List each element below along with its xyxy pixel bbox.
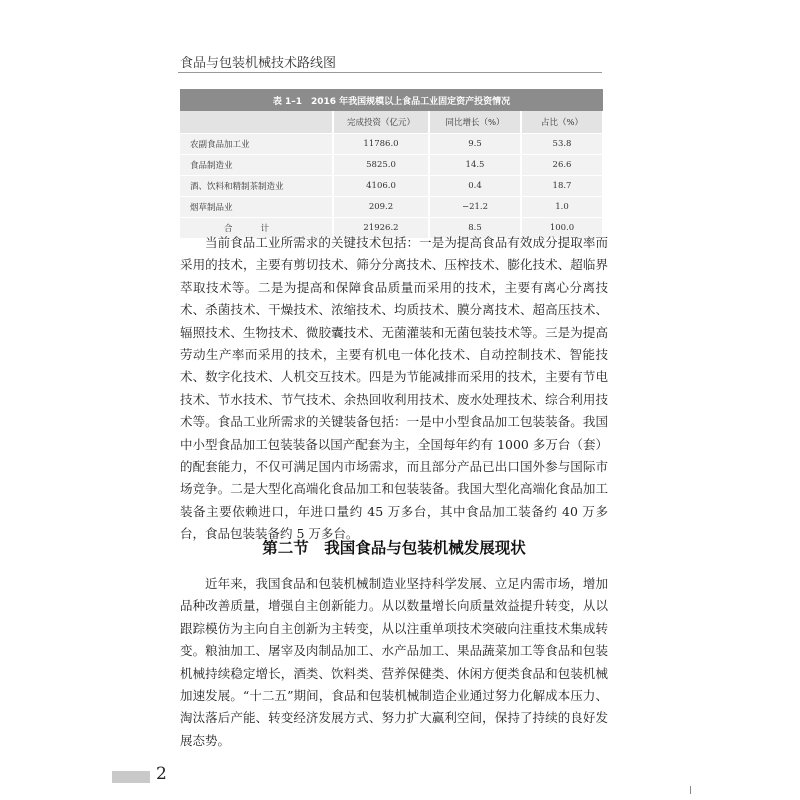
- paragraph-text: 近年来，我国食品和包装机械制造业坚持科学发展、立足内需市场，增加品种改善质量，增强自主创新能力。从以数量增长向质量效益提升转变，从以跟踪模仿为主向自主创新为主转变，从以注重单项技术突破向注重技术集成转变。粮油加工、屠宰及肉制品加工、水产品加工、果品蔬菜加工等食品和包装机械持续稳定增长，酒类、饮料类、营养保健类、休闲方便类食品和包装机械加速发展。“十二五”期间，食品和包装机械制造企业通过努力化解成本压力、淘汰落后产能、转变经济发展方式、努力扩大赢利空间，保持了持续的良好发展态势。: [180, 576, 608, 748]
- header-divider: [178, 72, 602, 73]
- row-share: 53.8: [521, 134, 603, 155]
- row-investment: 5825.0: [333, 155, 429, 176]
- row-share: 18.7: [521, 176, 603, 197]
- table-row: [180, 134, 603, 155]
- row-investment: 21926.2: [333, 218, 429, 239]
- scan-mark: [690, 786, 691, 794]
- investment-table: [180, 89, 604, 239]
- page-number: 2: [156, 764, 167, 784]
- table-header-blank: [180, 111, 333, 134]
- row-growth: 0.4: [429, 176, 521, 197]
- table-header-growth: 同比增长（%）: [429, 111, 521, 134]
- row-growth: −21.2: [429, 197, 521, 218]
- body-paragraph-2: [180, 573, 608, 752]
- row-growth: 8.5: [429, 218, 521, 239]
- paragraph-text: 当前食品工业所需求的关键技术包括：一是为提高食品有效成分提取率而采用的技术，主要有剪切技术、筛分分离技术、压榨技术、膨化技术、超临界萃取技术等。二是为提高和保障食品质量而采用的技术，主要有离心分离技术、杀菌技术、干燥技术、浓缩技术、均质技术、膜分离技术、超高压技术、辐照技术、生物技术、微胶囊技术、无菌灌装和无菌包装技术等。三是为提高劳动生产率而采用的技术，主要有机电一体化技术、自动控制技术、智能技术、数字化技术、人机交互技术。四是为节能减排而采用的技术，主要有节电技术、节水技术、节气技术、余热回收利用技术、废水处理技术、综合利用技术等。食品工业所需求的关键装备包括：一是中小型食品加工包装装备。我国中小型食品加工包装装备以国产配套为主，全国每年约有 1000 多万台（套）的配套能力，不仅可满足国内市场需求，而且部分产品已出口国外参与国际市场竞争。二是大型化高端化食品加工和包装装备。我国大型化高端化食品加工装备主要依赖进口，年进口量约 45 万多台，其中食品加工装备约 40 万多台，食品包装装备约 5 万多台。: [180, 235, 608, 542]
- row-category: 酒、饮料和精制茶制造业: [180, 176, 333, 197]
- row-category: 农副食品加工业: [180, 134, 333, 155]
- table-header-investment: 完成投资（亿元）: [333, 111, 429, 134]
- table-caption-row: [180, 89, 603, 111]
- table-row: [180, 176, 603, 197]
- row-growth: 9.5: [429, 134, 521, 155]
- row-category: 合计: [180, 218, 333, 239]
- row-investment: 11786.0: [333, 134, 429, 155]
- row-category: 烟草制品业: [180, 197, 333, 218]
- row-growth: 14.5: [429, 155, 521, 176]
- body-paragraph-1: [180, 232, 608, 546]
- table-row: [180, 155, 603, 176]
- row-share: 1.0: [521, 197, 603, 218]
- row-share: 100.0: [521, 218, 603, 239]
- table-row: [180, 197, 603, 218]
- row-investment: 4106.0: [333, 176, 429, 197]
- page-number-bar: [112, 771, 150, 783]
- table-header-row: [180, 111, 603, 134]
- row-investment: 209.2: [333, 197, 429, 218]
- table-header-share: 占比（%）: [521, 111, 603, 134]
- row-category: 食品制造业: [180, 155, 333, 176]
- table-caption: 表 1–1 2016 年我国规模以上食品工业固定资产投资情况: [180, 89, 603, 111]
- section-title: 第二节 我国食品与包装机械发展现状: [262, 539, 526, 557]
- running-head-title: 食品与包装机械技术路线图: [180, 56, 337, 71]
- row-share: 26.6: [521, 155, 603, 176]
